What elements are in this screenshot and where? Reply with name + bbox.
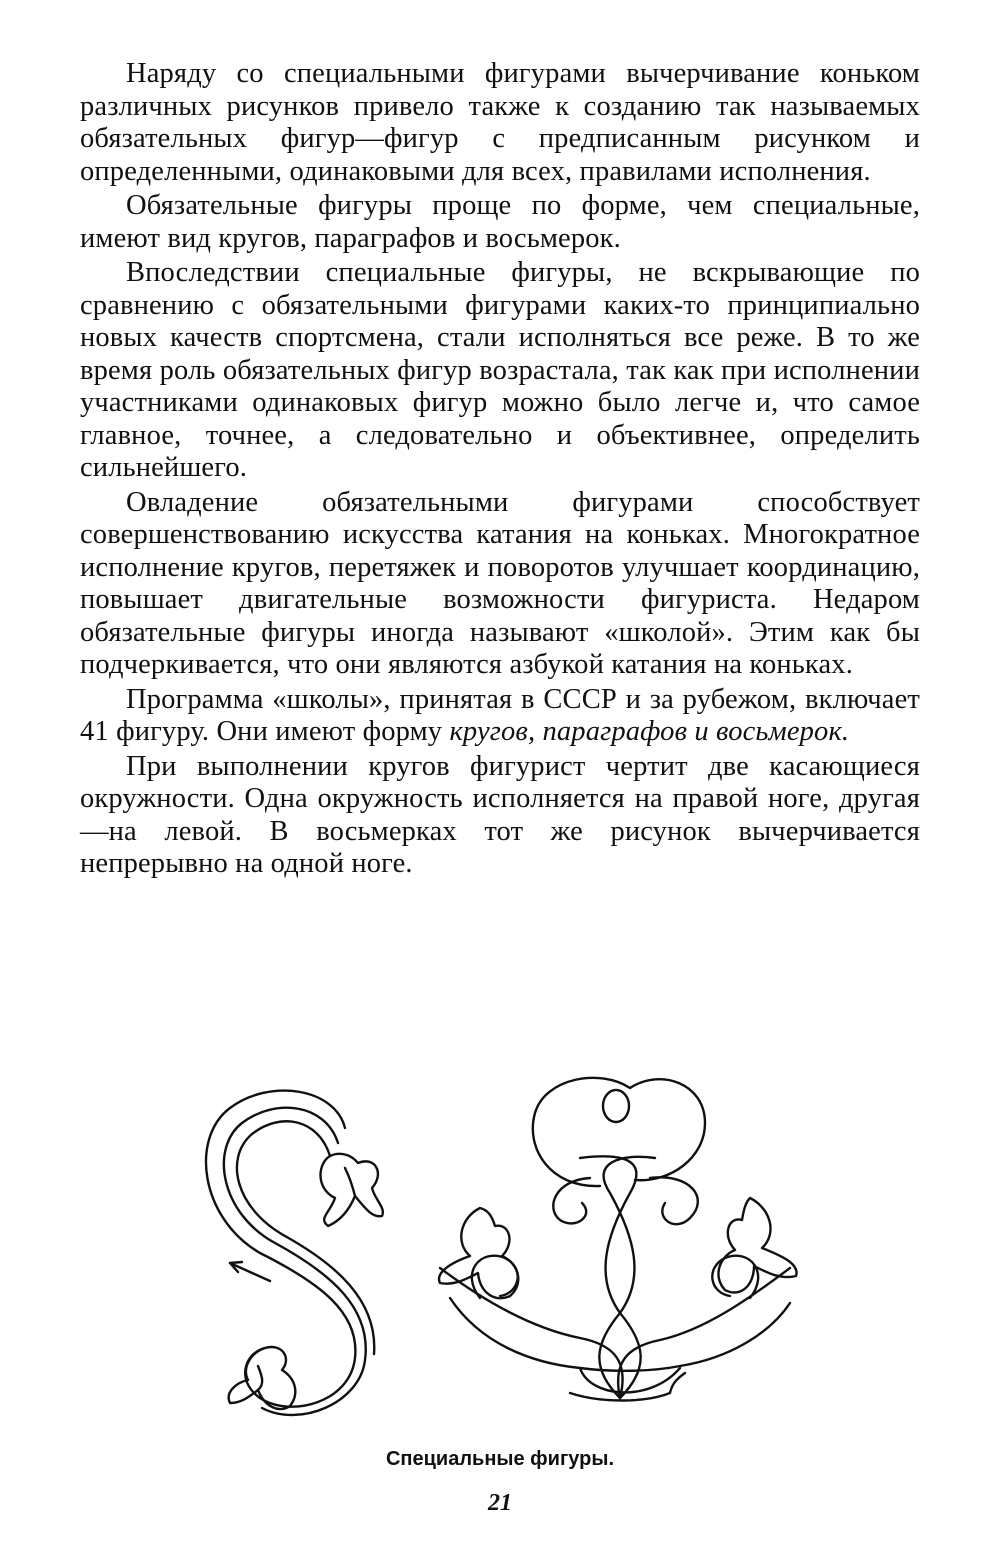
anchor-figure-top-loop bbox=[533, 1078, 705, 1186]
paragraph-5-text: Программа «школы», принятая в СССР и за рубежом, включает 41 фигуру. Они имеют форму bbox=[80, 683, 920, 747]
s-figure-arrow bbox=[230, 1263, 270, 1281]
paragraph-1 bbox=[80, 58, 920, 188]
paragraph-5-italic-text: кругов, параграфов и восьмерок. bbox=[449, 716, 850, 747]
anchor-figure-arm-right bbox=[618, 1268, 790, 1398]
anchor-figure-arm-left bbox=[440, 1268, 623, 1398]
anchor-figure-right-loop bbox=[650, 1177, 698, 1224]
paragraph-4 bbox=[80, 487, 920, 682]
page-number: 21 bbox=[488, 1490, 512, 1516]
anchor-figure-inner-loop bbox=[603, 1090, 629, 1122]
paragraph-6 bbox=[80, 751, 920, 881]
paragraph-5 bbox=[80, 684, 920, 749]
s-figure-bottom-leaf-vein bbox=[258, 1366, 262, 1390]
s-figure-top-leaf bbox=[320, 1154, 382, 1226]
s-shaped-special-figure bbox=[206, 1091, 383, 1415]
paragraph-2 bbox=[80, 190, 920, 255]
text-block bbox=[80, 58, 920, 881]
special-figures-illustration bbox=[150, 1068, 870, 1448]
paragraph-4-text: Овладение обязательными фигурами способствует совершенствованию искусства катания на коньках. Многократное исполнение кругов, перетяжек и поворотов улучшает координацию, повышает двигательные возможности фигуриста. Недаром обязательные фигуры иногда называют «школой». Этим как бы подчеркивается, что они являются азбукой катания на коньках. bbox=[80, 486, 920, 680]
paragraph-1-text: Наряду со специальными фигурами вычерчивание коньком различных рисунков привело также к созданию так называемых обязательных фигур—фигур с предписанным рисунком и определенными, одинаковыми для всех, правилами исполнения. bbox=[80, 58, 920, 187]
special-figures-svg bbox=[150, 1068, 870, 1448]
paragraph-3 bbox=[80, 257, 920, 485]
anchor-figure-left-leaf bbox=[439, 1208, 518, 1298]
figure-caption: Специальные фигуры. bbox=[385, 1448, 615, 1470]
paragraph-6-text: При выполнении кругов фигурист чертит две касающиеся окружности. Одна окружность исполняется на правой ноге, другая—на левой. В восьмерках тот же рисунок вычерчивается непрерывно на одной ноге. bbox=[80, 750, 920, 879]
anchor-shaped-special-figure bbox=[439, 1078, 797, 1401]
s-figure-top-leaf-vein bbox=[345, 1168, 355, 1196]
paragraph-3-text: Впоследствии специальные фигуры, не вскрывающие по сравнению с обязательными фигурами каких-то принципиально новых качеств спортсмена, стали исполняться все реже. В то же время роль обязательных фигур возрастала, так как при исполнении участниками одинаковых фигур можно было легче и, что самое главное, точнее, а следовательно и объективнее, определить сильнейшего. bbox=[80, 257, 920, 483]
s-figure-middle-curve bbox=[237, 1121, 374, 1354]
anchor-figure-base bbox=[570, 1368, 685, 1401]
anchor-figure-shank-right bbox=[599, 1157, 655, 1398]
paragraph-2-text: Обязательные фигуры проще по форме, чем специальные, имеют вид кругов, параграфов и восьмерок. bbox=[80, 190, 920, 254]
